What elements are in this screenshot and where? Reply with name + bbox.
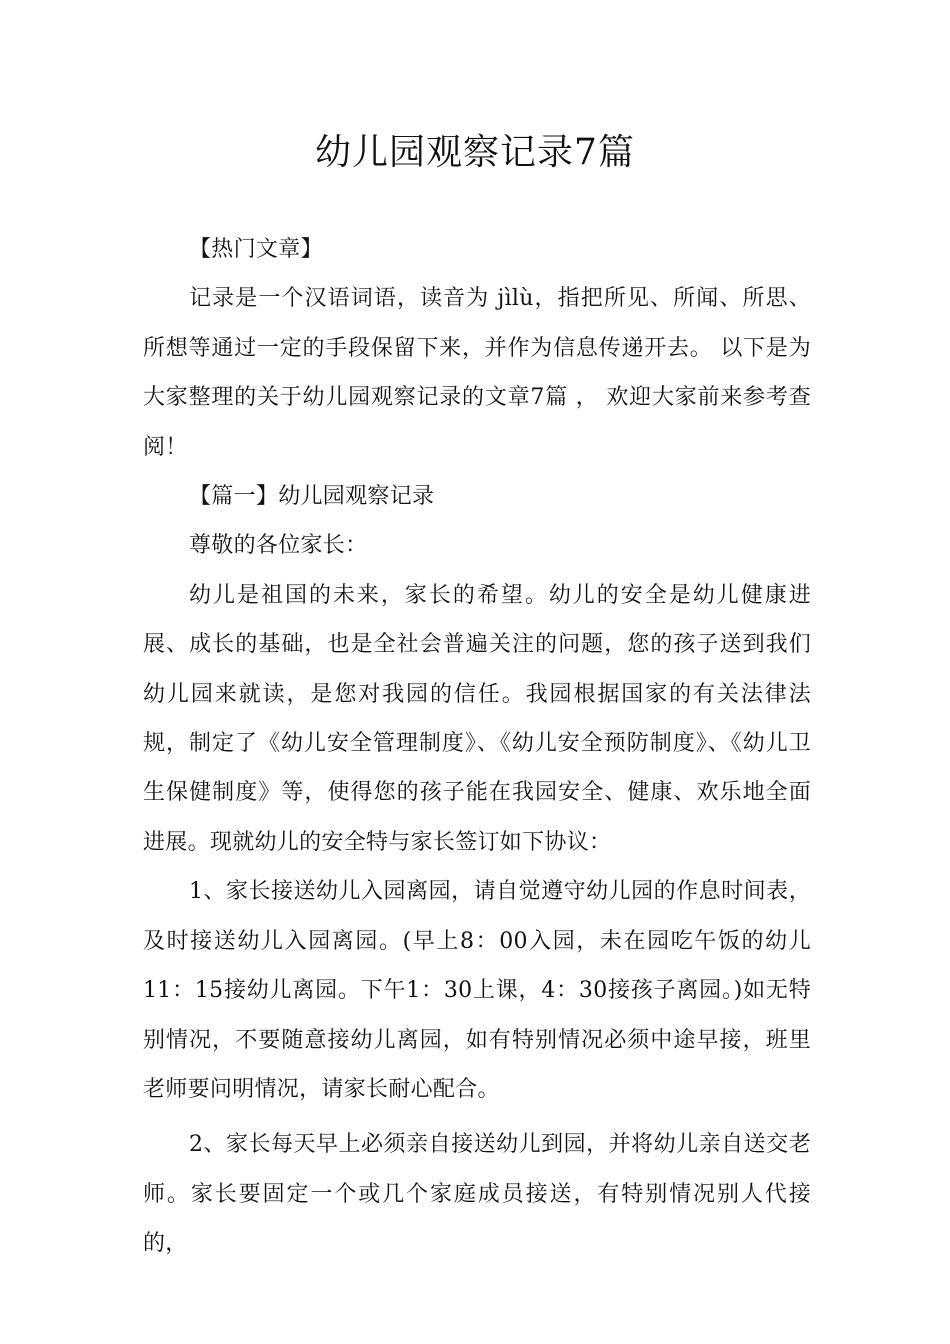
document-title: 幼儿园观察记录7篇 — [315, 132, 635, 173]
paragraph-hot-articles-label: 【热门文章】 — [189, 237, 323, 262]
paragraph-section-one-heading: 【篇一】幼儿园观察记录 — [189, 484, 435, 510]
paragraph-item-2: 2、家长每天早上必须亲自接送幼儿到园，并将幼儿亲自送交老师。家长要固定一个或几个家庭成员接送，有特别情况别人代接的， — [143, 1132, 811, 1257]
document-body — [143, 225, 811, 1269]
paragraph-item-1: 1、家长接送幼儿入园离园，请自觉遵守幼儿园的作息时间表，及时接送幼儿入园离园。(早上8：00入园，未在园吃午饭的幼儿11：15接幼儿离园。下午1：30上课，4：30接孩子离园。)如无特别情况，不要随意接幼儿离园，如有特别情况必须中途早接，班里老师要问明情况，请家长耐心配合。 — [143, 879, 811, 1102]
paragraph-preamble: 幼儿是祖国的未来，家长的希望。幼儿的安全是幼儿健康进展、成长的基础，也是全社会普遍关注的问题，您的孩子送到我们幼儿园来就读，是您对我园的信任。我园根据国家的有关法律法规，制定了《幼儿安全管理制度》、《幼儿安全预防制度》、《幼儿卫生保健制度》等，使得您的孩子能在我园安全、健康、欢乐地全面进展。现就幼儿的安全特与家长签订如下协议： — [143, 582, 811, 855]
paragraph-intro: 记录是一个汉语词语，读音为 jìlù，指把所见、所闻、所思、所想等通过一定的手段保留下来，并作为信息传递开去。 以下是为大家整理的关于幼儿园观察记录的文章7篇 ， 欢迎大家前来参考查阅！ — [143, 286, 811, 460]
paragraph-salutation: 尊敬的各位家长： — [189, 533, 368, 559]
